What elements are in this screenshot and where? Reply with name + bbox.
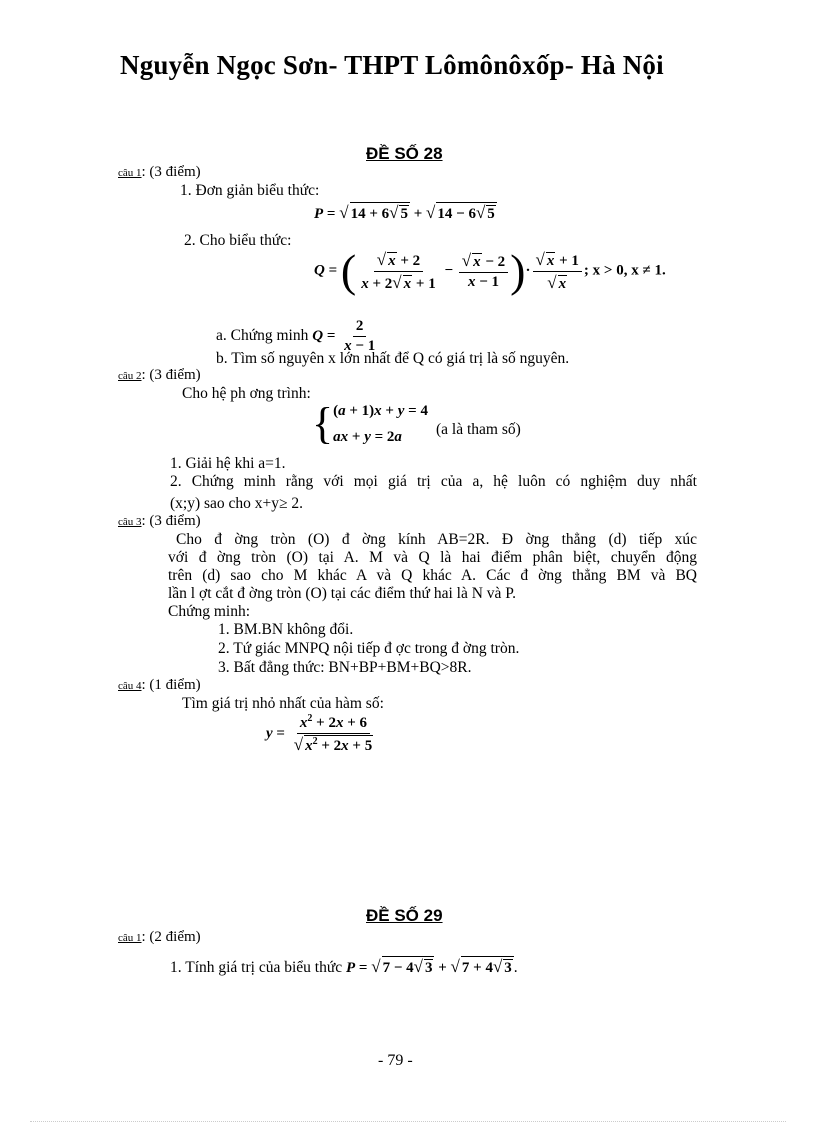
equation-system: { (a + 1)x + y = 4 ax + y = 2a [312, 399, 428, 448]
question-3-heading [118, 513, 201, 530]
question-points: : (3 điểm) [141, 367, 201, 383]
q1-part-a: a. Chứng minh Q = $\frac{2}{x - 1}$ [216, 318, 376, 354]
question-label: câu 4 [118, 680, 142, 692]
question-4-heading [118, 677, 201, 694]
question-label: câu 3 [118, 516, 142, 528]
q3-p1: 1. BM.BN không đổi. [218, 621, 354, 638]
formula-y: y = $\frac{x^2 + 2x + 6}{√ x^2 + 2x + 5}$ [266, 713, 373, 754]
q3-line4: lần l ợt cắt đ ờng tròn (O) tại các điểm thứ hai là N và P. [168, 585, 517, 602]
q3-line3: trên (d) sao cho M khác A và Q khác A. Các đ ờng thẳng BM và BQ [168, 567, 697, 584]
page-header: Nguyễn Ngọc Sơn- THPT Lômônôxốp- Hà Nội [120, 50, 664, 80]
q1-part-b: b. Tìm số nguyên x lớn nhất để Q có giá trị là số nguyên. [216, 350, 570, 367]
exam-title-28: ĐỀ SỐ 28 [366, 144, 443, 163]
question-points: : (3 điểm) [141, 513, 201, 529]
question-1-heading-29 [118, 929, 201, 946]
question-1-heading [118, 164, 201, 181]
question-2-heading [118, 367, 201, 384]
q2-intro: Cho hệ ph ơng trình: [182, 385, 311, 402]
q2-item2-line1: 2. Chứng minh rằng với mọi giá trị của a, hệ luôn có nghiệm duy nhất [170, 473, 697, 490]
q1-item1: 1. Đơn giản biểu thức: [180, 182, 320, 199]
q3-p3: 3. Bất đẳng thức: BN+BP+BM+BQ>8R. [218, 659, 472, 676]
question-label: câu 1 [118, 167, 142, 179]
question-label: câu 2 [118, 370, 142, 382]
q3-line1: Cho đ ờng tròn (O) đ ờng kính AB=2R. Đ ờng thẳng (d) tiếp xúc [176, 531, 697, 548]
question-label: câu 1 [118, 932, 142, 944]
q2-item2-line2: (x;y) sao cho x+y≥ 2. [170, 495, 304, 512]
de29-q1-item1: 1. Tính giá trị của biểu thức P = √ 7 − 4√ 3 + √ 7 + 4√ 3 . [170, 957, 518, 976]
de29-q1-item1-text: 1. Tính giá trị của biểu thức [170, 959, 343, 976]
q4-text: Tìm giá trị nhỏ nhất của hàm số: [182, 695, 384, 712]
formula-Q: Q = ( $\frac{√ x + 2}{x + 2√ x + 1}$ − $\frac{√ x - 2}{x - 1}$ )· $\frac{√ x + 1}{√ x}$ ; x > 0, x ≠ 1. [314, 245, 666, 296]
q3-line2: với đ ờng tròn (O) tại A. M và Q là hai điểm phân biệt, chuyển động [168, 549, 697, 566]
page-border [30, 1121, 786, 1122]
question-points: : (3 điểm) [141, 164, 201, 180]
exam-title-29: ĐỀ SỐ 29 [366, 906, 443, 925]
question-points: : (2 điểm) [141, 929, 201, 945]
q3-p2: 2. Tứ giác MNPQ nội tiếp đ ợc trong đ ờng tròn. [218, 640, 520, 657]
page-number: - 79 - [378, 1052, 413, 1069]
param-note: (a là tham số) [436, 421, 521, 438]
q1-item2: 2. Cho biểu thức: [184, 232, 292, 249]
q3-prove: Chứng minh: [168, 603, 251, 620]
formula-P: P = √ 14 + 6√ 5 + √ 14 − 6√ 5 [314, 203, 495, 222]
q2-item1: 1. Giải hệ khi a=1. [170, 455, 286, 472]
question-points: : (1 điểm) [141, 677, 201, 693]
condition: ; x > 0, x ≠ 1. [583, 262, 666, 279]
q1-part-a-text: a. Chứng minh [216, 326, 309, 344]
